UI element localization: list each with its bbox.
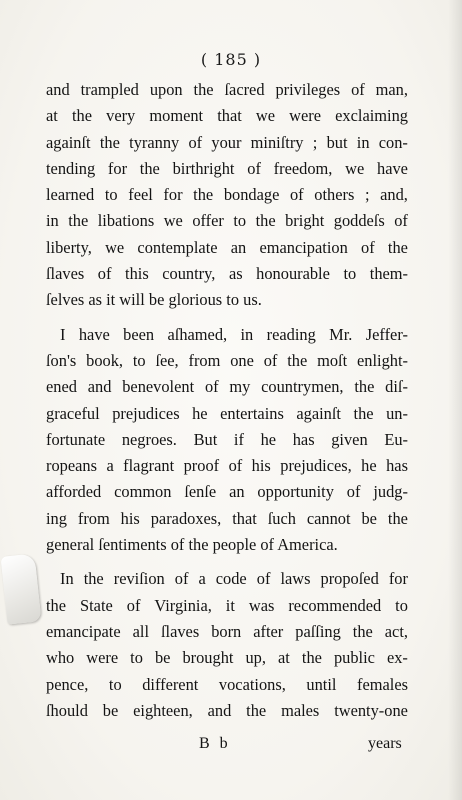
text-line: in the libations we offer to the bright goddeſs of bbox=[46, 211, 408, 231]
signature-mark: B b bbox=[199, 735, 231, 752]
text-line: and trampled upon the ſacred privileges of man, bbox=[46, 80, 408, 99]
text-line: fortunate negroes. But if he has given Eu- bbox=[46, 429, 408, 449]
text-line: pence, to different vocations, until females bbox=[46, 674, 408, 694]
text-line: the State of Virginia, it was recommended to bbox=[46, 595, 408, 615]
text-line: ened and benevolent of my countrymen, the diſ- bbox=[46, 377, 408, 397]
text-line: general ſentiments of the people of America. bbox=[46, 535, 338, 555]
text-line: learned to feel for the bondage of others ; and, bbox=[46, 185, 408, 205]
text-line: ropeans a flagrant proof of his prejudices, he has bbox=[46, 456, 408, 476]
text-line: In the reviſion of a code of laws propoſed for bbox=[60, 569, 408, 589]
text-line: I have been aſhamed, in reading Mr. Jeffer- bbox=[60, 324, 408, 344]
page-number: ( 185 ) bbox=[200, 50, 262, 69]
catchword: years bbox=[368, 735, 402, 752]
text-line: ing from his paradoxes, that ſuch cannot be the bbox=[46, 508, 408, 528]
text-line: at the very moment that we were exclaiming bbox=[46, 106, 408, 126]
text-line: liberty, we contemplate an emancipation of the bbox=[46, 237, 408, 257]
text-line: ſhould be eighteen, and the males twenty-one bbox=[46, 700, 408, 720]
text-line: againſt the tyranny of your miniſtry ; but in con- bbox=[46, 132, 408, 152]
text-line: graceful prejudices he entertains againſt the un- bbox=[46, 403, 408, 423]
text-line: ſon's book, to ſee, from one of the moſt enlight- bbox=[46, 350, 408, 370]
text-line: tending for the birthright of freedom, we have bbox=[46, 158, 408, 178]
paragraph-1 bbox=[46, 77, 408, 314]
text-line: who were to be brought up, at the public ex- bbox=[46, 648, 408, 668]
text-line: afforded common ſenſe an opportunity of judg- bbox=[46, 482, 408, 502]
paragraph-2 bbox=[46, 322, 408, 559]
page-edge-shadow bbox=[448, 0, 462, 800]
paper-tear bbox=[1, 553, 42, 624]
page-footer bbox=[0, 735, 462, 759]
text-line: ſlaves of this country, as honourable to them- bbox=[46, 264, 408, 284]
paragraph-3 bbox=[46, 566, 408, 724]
text-line: emancipate all ſlaves born after paſſing the act, bbox=[46, 621, 408, 641]
text-line: ſelves as it will be glorious to us. bbox=[46, 290, 262, 310]
body-text bbox=[46, 77, 408, 724]
